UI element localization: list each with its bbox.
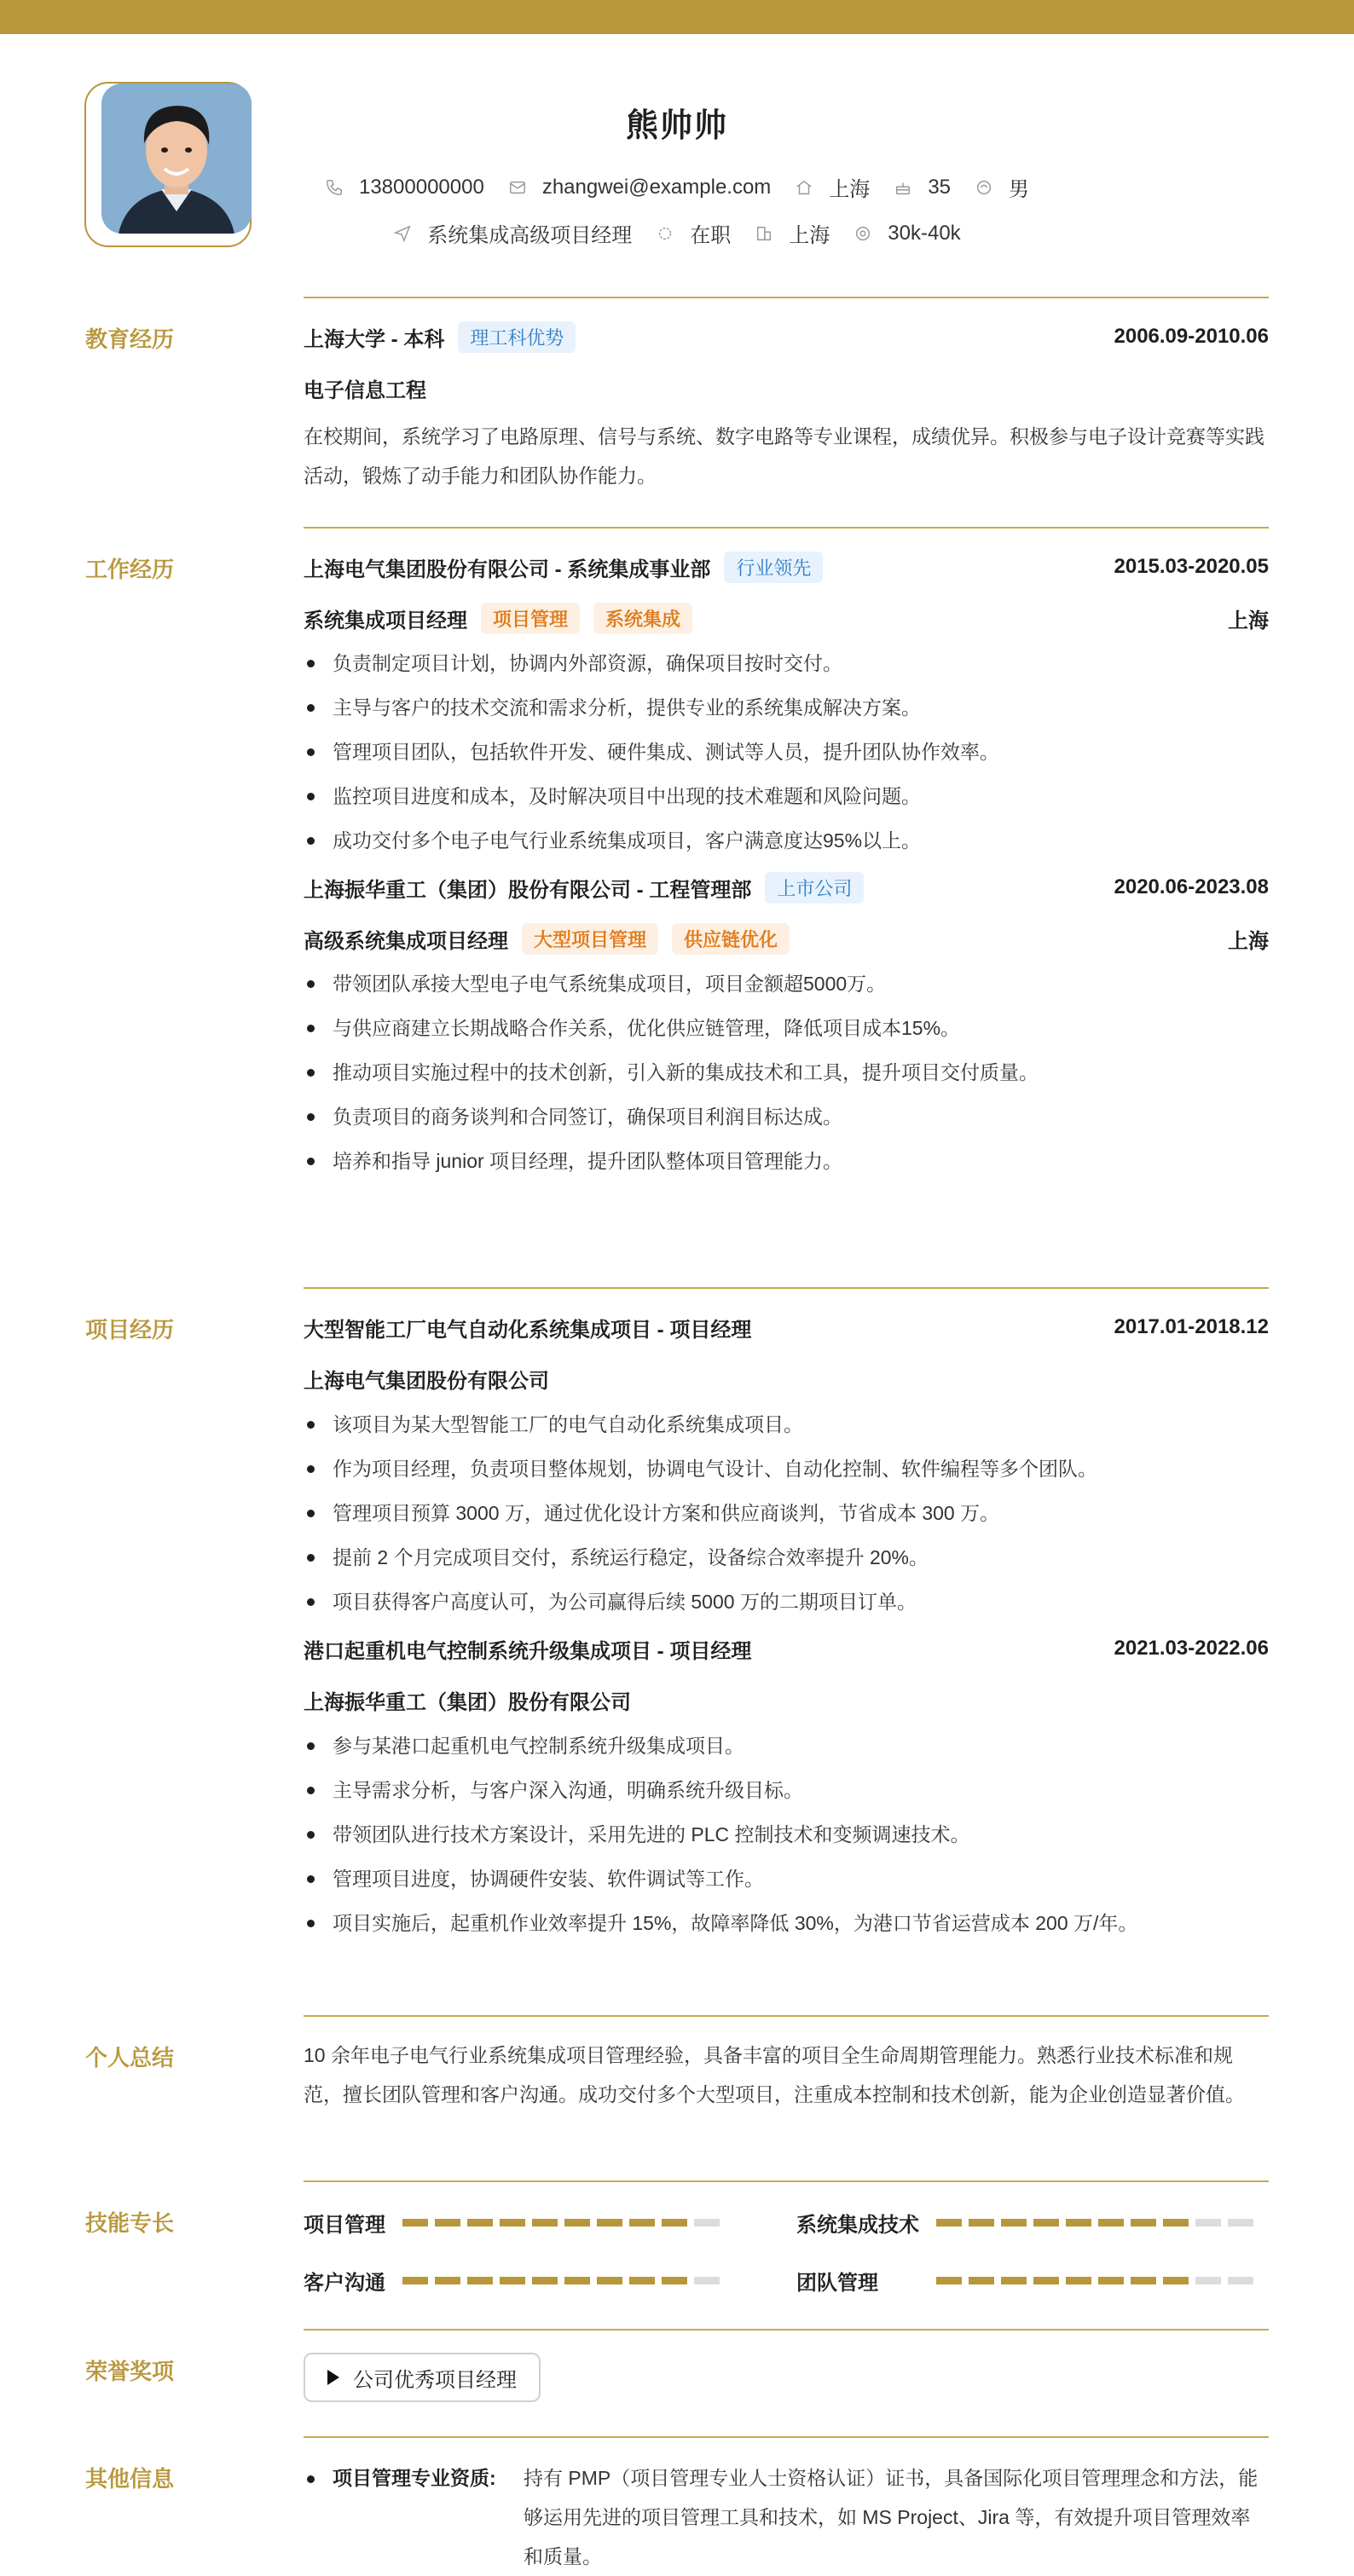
skill-segment-filled — [435, 2219, 460, 2227]
list-item: 该项目为某大型智能工厂的电气自动化系统集成项目。 — [304, 1402, 1269, 1447]
salary-info — [853, 222, 960, 245]
work-company-tag: 行业领先 — [724, 552, 823, 583]
cake-icon — [894, 178, 912, 197]
project-bullets — [304, 1402, 1269, 1624]
skill-segment-filled — [629, 2277, 655, 2284]
skill-segment-filled — [564, 2277, 590, 2284]
education-section-title: 教育经历 — [85, 326, 175, 352]
target-city-info — [755, 218, 830, 248]
contact-row — [0, 172, 1354, 202]
other-item-text: 持有 PMP（项目管理专业人士资格认证）证书，具备国际化项目管理理念和方法，能够运用先进的项目管理工具和技术，如 MS Project、Jira 等，有效提升项目管理效率和质量。 — [524, 2467, 1259, 2567]
skill-segment-filled — [402, 2277, 428, 2284]
email-info — [508, 176, 772, 199]
skill-segment-empty — [1195, 2277, 1221, 2284]
list-item: 作为项目经理，负责项目整体规划，协调电气设计、自动化控制、软件编程等多个团队。 — [304, 1447, 1269, 1491]
skills-section-title: 技能专长 — [85, 2210, 175, 2236]
other-item-label: 项目管理专业资质: — [333, 2467, 496, 2489]
salary-text: 30k-40k — [888, 221, 961, 245]
candidate-name: 熊帅帅 — [625, 108, 728, 144]
work-bullets — [304, 641, 1269, 863]
skill-item — [796, 2266, 1260, 2296]
home-icon — [795, 178, 813, 197]
skill-segment-filled — [969, 2219, 994, 2227]
skill-segment-filled — [467, 2277, 493, 2284]
skill-segment-filled — [662, 2277, 687, 2284]
gender-text: 男 — [1009, 178, 1030, 201]
list-item: 管理项目进度，协调硬件安装、软件调试等工作。 — [304, 1857, 1269, 1901]
work-role-tag: 供应链优化 — [672, 923, 790, 955]
skill-segment-filled — [1098, 2277, 1124, 2284]
top-accent-bar — [0, 0, 1354, 34]
education-major: 电子信息工程 — [304, 379, 426, 402]
list-item: 主导需求分析，与客户深入沟通，明确系统升级目标。 — [304, 1768, 1269, 1812]
skill-segment-filled — [936, 2277, 962, 2284]
list-item: 主导与客户的技术交流和需求分析，提供专业的系统集成解决方案。 — [304, 685, 1269, 730]
project-entry — [304, 1313, 1269, 1624]
skill-name: 项目管理 — [304, 2214, 385, 2237]
project-date: 2017.01-2018.12 — [1114, 1315, 1269, 1338]
city-text: 上海 — [829, 178, 871, 201]
list-item: 带领团队承接大型电子电气系统集成项目，项目金额超5000万。 — [304, 962, 1269, 1006]
project-bullets — [304, 1724, 1269, 1945]
work-city: 上海 — [1228, 929, 1269, 953]
skill-name: 客户沟通 — [304, 2272, 385, 2295]
skill-name: 团队管理 — [796, 2272, 878, 2295]
skill-segment-filled — [435, 2277, 460, 2284]
skill-segment-filled — [1131, 2277, 1156, 2284]
skill-segment-filled — [1066, 2219, 1091, 2227]
skill-segment-empty — [1228, 2219, 1253, 2227]
job-intent-row — [0, 218, 1354, 248]
other-section-title: 其他信息 — [85, 2466, 175, 2492]
skill-segment-filled — [532, 2277, 558, 2284]
work-bullets — [304, 962, 1269, 1183]
honor-item-button[interactable] — [304, 2353, 541, 2402]
list-item: 管理项目预算 3000 万，通过优化设计方案和供应商谈判，节省成本 300 万。 — [304, 1491, 1269, 1535]
skill-segment-empty — [694, 2277, 720, 2284]
education-school — [304, 321, 576, 353]
summary-section — [304, 2036, 1269, 2114]
skill-level-bar — [402, 2219, 726, 2227]
list-item: 管理项目团队，包括软件开发、硬件集成、测试等人员，提升团队协作效率。 — [304, 730, 1269, 774]
skill-segment-filled — [1098, 2219, 1124, 2227]
list-item: 与供应商建立长期战略合作关系，优化供应链管理，降低项目成本15%。 — [304, 1006, 1269, 1050]
project-company: 上海振华重工（集团）股份有限公司 — [304, 1691, 631, 1714]
skill-segment-filled — [402, 2219, 428, 2227]
skill-segment-filled — [597, 2219, 622, 2227]
skill-segment-empty — [1228, 2277, 1253, 2284]
skill-segment-empty — [694, 2219, 720, 2227]
skill-segment-filled — [1163, 2219, 1189, 2227]
work-entry — [304, 873, 1269, 1183]
skill-segment-filled — [1163, 2277, 1189, 2284]
bullet-dot — [307, 2475, 315, 2483]
target-position-text: 系统集成高级项目经理 — [427, 224, 633, 247]
skill-segment-filled — [936, 2219, 962, 2227]
send-icon — [393, 224, 412, 243]
coin-icon — [853, 224, 872, 243]
education-description: 在校期间，系统学习了电路原理、信号与系统、数字电路等专业课程，成绩优异。积极参与电子设计竞赛等实践活动，锻炼了动手能力和团队协作能力。 — [304, 425, 1264, 487]
other-item — [304, 2458, 1269, 2576]
skill-segment-filled — [1001, 2277, 1027, 2284]
gender-icon — [975, 178, 993, 197]
skill-name: 系统集成技术 — [796, 2214, 919, 2237]
summary-section-title: 个人总结 — [85, 2045, 175, 2071]
skill-segment-filled — [597, 2277, 622, 2284]
skill-segment-filled — [500, 2277, 525, 2284]
projects-section — [304, 1313, 1269, 1945]
status-text: 在职 — [690, 224, 732, 247]
education-section — [304, 322, 1269, 495]
projects-section-title: 项目经历 — [85, 1317, 175, 1343]
building-icon — [755, 224, 773, 243]
work-role: 高级系统集成项目经理 — [304, 929, 508, 953]
other-divider — [304, 2436, 1269, 2438]
honors-divider — [304, 2329, 1269, 2331]
skill-segment-filled — [500, 2219, 525, 2227]
work-date: 2015.03-2020.05 — [1114, 555, 1269, 578]
status-icon — [656, 224, 674, 243]
skill-segment-filled — [1001, 2219, 1027, 2227]
project-company: 上海电气集团股份有限公司 — [304, 1370, 549, 1393]
skill-segment-filled — [662, 2219, 687, 2227]
work-company: 上海电气集团股份有限公司 - 系统集成事业部 — [304, 557, 711, 581]
work-section-title: 工作经历 — [85, 557, 175, 582]
project-title: 港口起重机电气控制系统升级集成项目 - 项目经理 — [304, 1639, 752, 1663]
skill-segment-empty — [1195, 2219, 1221, 2227]
honor-label: 公司优秀项目经理 — [353, 2368, 517, 2392]
skill-item — [304, 2208, 726, 2238]
list-item: 提前 2 个月完成项目交付，系统运行稳定，设备综合效率提升 20%。 — [304, 1535, 1269, 1580]
list-item: 监控项目进度和成本，及时解决项目中出现的技术难题和风险问题。 — [304, 774, 1269, 818]
skill-segment-filled — [564, 2219, 590, 2227]
list-item: 成功交付多个电子电气行业系统集成项目，客户满意度达95%以上。 — [304, 818, 1269, 863]
work-role-tag: 项目管理 — [481, 603, 580, 634]
work-role-tag: 大型项目管理 — [522, 923, 658, 955]
work-section — [304, 552, 1269, 1183]
work-entry — [304, 552, 1269, 863]
list-item: 参与某港口起重机电气控制系统升级集成项目。 — [304, 1724, 1269, 1768]
summary-text: 10 余年电子电气行业系统集成项目管理经验，具备丰富的项目全生命周期管理能力。熟悉行业技术标准和规范，擅长团队管理和客户沟通。成功交付多个大型项目，注重成本控制和技术创新，能为企业创造显著价值。 — [304, 2044, 1245, 2105]
work-company: 上海振华重工（集团）股份有限公司 - 工程管理部 — [304, 878, 752, 902]
age-info — [894, 176, 951, 199]
skill-segment-filled — [1033, 2277, 1059, 2284]
project-title: 大型智能工厂电气自动化系统集成项目 - 项目经理 — [304, 1318, 752, 1342]
work-role: 系统集成项目经理 — [304, 609, 467, 632]
skill-segment-filled — [1033, 2219, 1059, 2227]
skill-segment-filled — [629, 2219, 655, 2227]
city-info — [795, 172, 870, 202]
education-tag: 理工科优势 — [458, 321, 576, 353]
list-item: 负责制定项目计划，协调内外部资源，确保项目按时交付。 — [304, 641, 1269, 685]
play-icon — [327, 2370, 339, 2385]
work-role-tag: 系统集成 — [593, 603, 692, 634]
work-divider — [304, 527, 1269, 528]
phone-text: 13800000000 — [358, 175, 484, 199]
list-item: 负责项目的商务谈判和合同签订，确保项目利润目标达成。 — [304, 1095, 1269, 1139]
skill-item — [796, 2208, 1260, 2238]
list-item: 带领团队进行技术方案设计，采用先进的 PLC 控制技术和变频调速技术。 — [304, 1812, 1269, 1857]
summary-divider — [304, 2015, 1269, 2017]
age-text: 35 — [928, 175, 952, 199]
gender-info — [975, 172, 1029, 202]
target-position-info — [393, 218, 632, 248]
education-date: 2006.09-2010.06 — [1114, 325, 1269, 348]
education-divider — [304, 297, 1269, 298]
work-company-tag: 上市公司 — [765, 872, 864, 904]
work-city: 上海 — [1228, 609, 1269, 632]
other-section — [304, 2458, 1269, 2576]
skill-segment-filled — [532, 2219, 558, 2227]
list-item: 项目实施后，起重机作业效率提升 15%，故障率降低 30%，为港口节省运营成本 200 万/年。 — [304, 1901, 1269, 1945]
skill-segment-filled — [1066, 2277, 1091, 2284]
skill-level-bar — [402, 2277, 726, 2284]
project-date: 2021.03-2022.06 — [1114, 1637, 1269, 1660]
school-name: 上海大学 - 本科 — [304, 327, 445, 351]
skill-level-bar — [936, 2277, 1260, 2284]
skill-item — [304, 2266, 726, 2296]
target-city-text: 上海 — [789, 224, 830, 247]
skill-level-bar — [936, 2219, 1260, 2227]
list-item: 项目获得客户高度认可，为公司赢得后续 5000 万的二期项目订单。 — [304, 1580, 1269, 1624]
projects-divider — [304, 1287, 1269, 1289]
status-info — [656, 218, 731, 248]
phone-icon — [325, 178, 344, 197]
skill-segment-filled — [1131, 2219, 1156, 2227]
project-entry — [304, 1634, 1269, 1945]
mail-icon — [508, 178, 527, 197]
list-item: 培养和指导 junior 项目经理，提升团队整体项目管理能力。 — [304, 1139, 1269, 1183]
list-item: 推动项目实施过程中的技术创新，引入新的集成技术和工具，提升项目交付质量。 — [304, 1050, 1269, 1095]
work-date: 2020.06-2023.08 — [1114, 875, 1269, 898]
email-text: zhangwei@example.com — [541, 175, 772, 199]
skill-segment-filled — [467, 2219, 493, 2227]
skill-segment-filled — [969, 2277, 994, 2284]
honors-section-title: 荣誉奖项 — [85, 2359, 175, 2384]
phone-info — [325, 176, 484, 199]
skills-divider — [304, 2180, 1269, 2182]
